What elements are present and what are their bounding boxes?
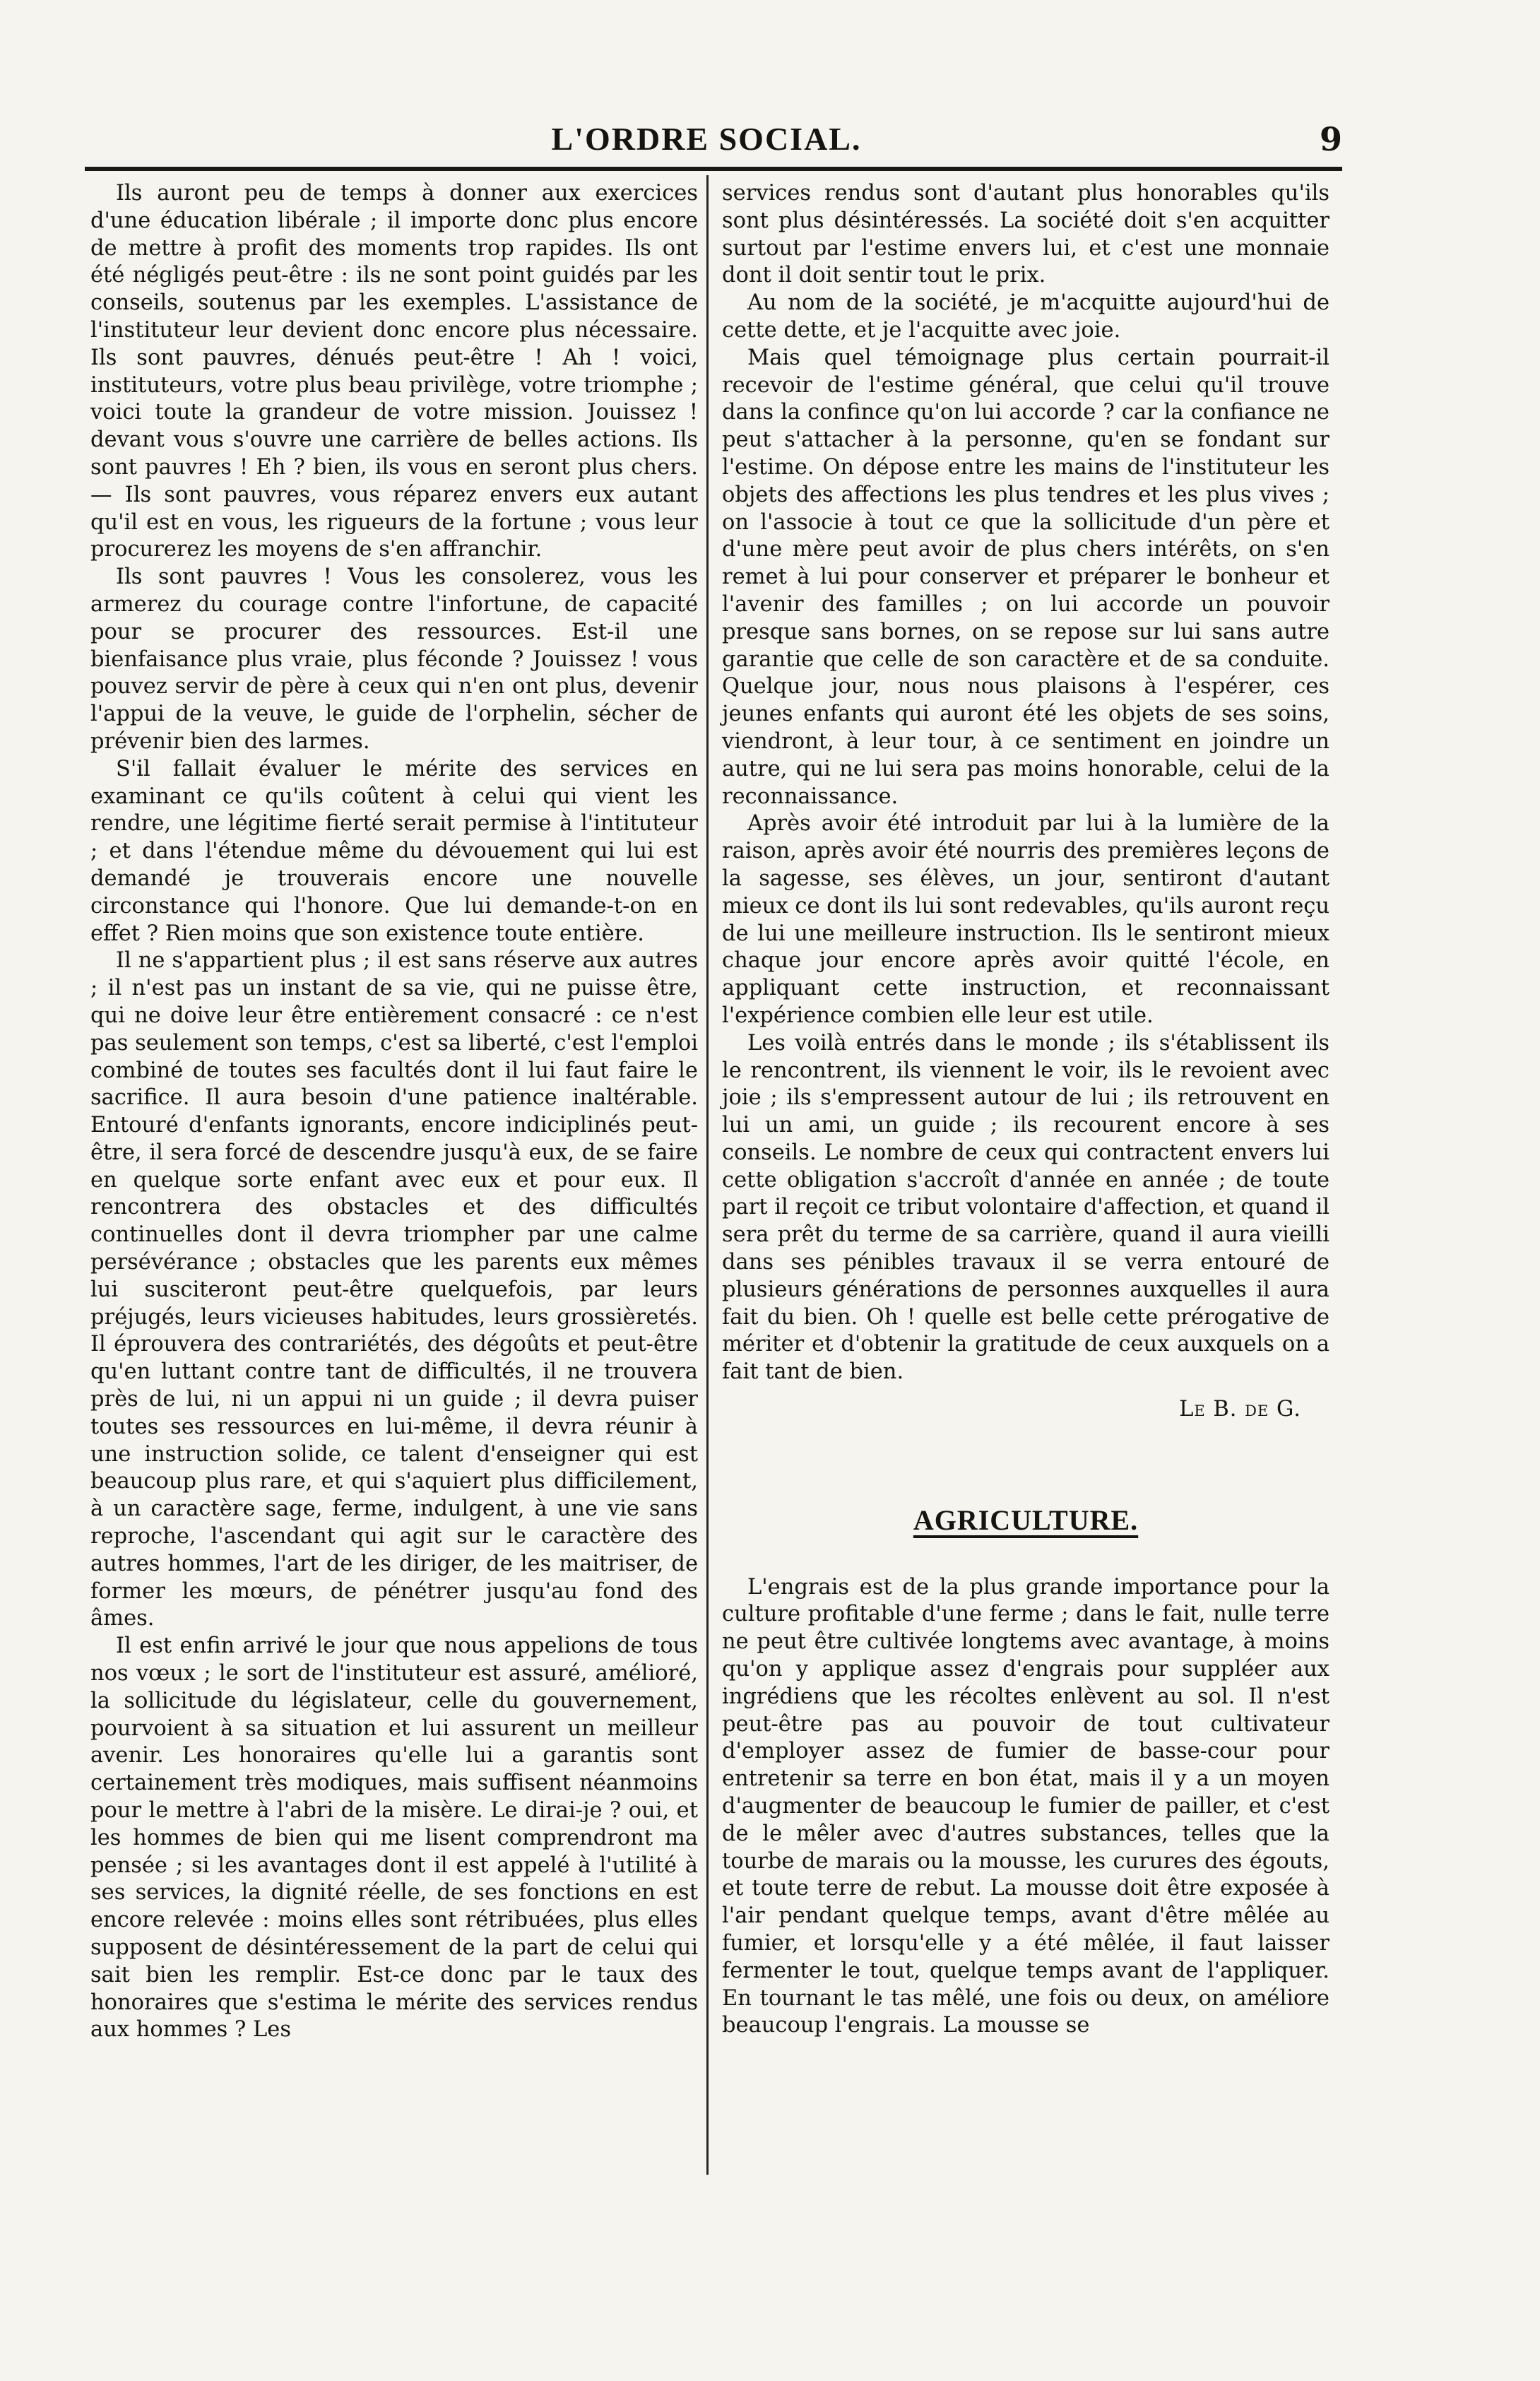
paragraph: Ils sont pauvres ! Vous les consolerez, vous les armerez du courage contre l'infortune, de capacité pour se procurer des ressources. Est-il une bienfaisance plus vraie, plus féconde ? Jouissez ! vous pouvez servir de père à ceux qui n'en ont plus, devenir l'appui de la veuve, le guide de l'orphelin, sécher de prévenir bien des larmes. bbox=[90, 565, 698, 754]
paragraph: Après avoir été introduit par lui à la lumière de la raison, après avoir été nourris des premières leçons de la sagesse, ses élèves, un jour, sentiront d'autant mieux ce dont ils lui sont redevables, qu'ils auront reçu de lui une meilleure instruction. Ils le sentiront mieux chaque jour encore après avoir quitté l'école, en appliquant cette instruction, et reconnaissant l'expérience combien elle leur est utile. bbox=[722, 811, 1329, 1028]
page-number: 9 bbox=[1319, 120, 1342, 158]
paragraph: Mais quel témoignage plus certain pourrait-il recevoir de l'estime général, que celui qu'il trouve dans la confince qu'on lui accorde ? car la confiance ne peut s'attacher à la personne, qu'en se fondant sur l'estime. On dépose entre les mains de l'instituteur les objets des affections les plus tendres et les plus vives ; on l'associe à tout ce que la sollicitude d'un père et d'une mère peut avoir de plus chers intérêts, on s'en remet à lui pour conserver et préparer le bonheur et l'avenir des familles ; on lui accorde un pouvoir presque sans bornes, on se repose sur lui sans autre garantie que celle de son caractère et de sa conduite. Quelque jour, nous nous plaisons à l'espérer, ces jeunes enfants qui auront été les objets de ses soins, viendront, à leur tour, à ce sentiment en joindre un autre, qui ne lui sera pas moins honorable, celui de la reconnaissance. bbox=[722, 345, 1329, 809]
right-column bbox=[722, 180, 1329, 2040]
left-column bbox=[90, 180, 698, 2044]
running-title: L'ORDRE SOCIAL. bbox=[551, 121, 862, 157]
paragraph: S'il fallait évaluer le mérite des services en examinant ce qu'ils coûtent à celui qui vient les rendre, une légitime fierté serait permise à l'intituteur ; et dans l'étendue même du dévouement qui lui est demandé je trouverais encore une nouvelle circonstance qui l'honore. Que lui demande-t-on en effet ? Rien moins que son existence toute entière. bbox=[90, 756, 698, 946]
paragraph: Ils auront peu de temps à donner aux exercices d'une éducation libérale ; il importe donc plus encore de mettre à profit des moments trop rapides. Ils ont été négligés peut-être : ils ne sont point guidés par les conseils, soutenus par les exemples. L'assistance de l'instituteur leur devient donc encore plus nécessaire. Ils sont pauvres, dénués peut-être ! Ah ! voici, instituteurs, votre plus beau privilège, votre triomphe ; voici toute la grandeur de votre mission. Jouissez ! devant vous s'ouvre une carrière de belles actions. Ils sont pauvres ! Eh ? bien, ils vous en seront plus chers. — Ils sont pauvres, vous réparez envers eux autant qu'il est en vous, les rigueurs de la fortune ; vous leur procurerez les moyens de s'en affranchir. bbox=[90, 181, 698, 562]
page-header bbox=[85, 120, 1342, 163]
header-rule bbox=[85, 167, 1342, 171]
paragraph: Il est enfin arrivé le jour que nous appelions de tous nos vœux ; le sort de l'instituteur est assuré, amélioré, la sollicitude du législateur, celle du gouvernement, pourvoient à sa situation et lui assurent un meilleur avenir. Les honoraires qu'elle lui a garantis sont certainement très modiques, mais suffisent néanmoins pour le mettre à l'abri de la misère. Le dirai-je ? oui, et les hommes de bien qui me lisent comprendront ma pensée ; si les avantages dont il est appelé à l'utilité à ses services, la dignité réelle, de ses fonctions en est encore relevée : moins elles sont rétribuées, plus elles supposent de désintéressement de la part de celui qui sait bien les remplir. Est-ce donc par le taux des honoraires que s'estima le mérite des services rendus aux hommes ? Les bbox=[90, 1633, 698, 2043]
paragraph: services rendus sont d'autant plus honorables qu'ils sont plus désintéressés. La société doit s'en acquitter surtout par l'estime envers lui, et c'est une monnaie dont il doit sentir tout le prix. bbox=[722, 181, 1329, 288]
paragraph: Il ne s'appartient plus ; il est sans réserve aux autres ; il n'est pas un instant de sa vie, qui ne puisse être, qui ne doive leur être entièrement consacré : ce n'est pas seulement son temps, c'est sa liberté, c'est l'emploi combiné de toutes ses facultés dont il lui faut faire le sacrifice. Il aura besoin d'une patience inaltérable. Entouré d'enfants ignorants, encore indiciplinés peut-être, il sera forcé de descendre jusqu'à eux, de se faire en quelque sorte enfant avec eux et pour eux. Il rencontrera des obstacles et des difficultés continuelles dont il devra triompher par une calme persévérance ; obstacles que les parents eux mêmes lui susciteront peut-être quelquefois, par leurs préjugés, leurs vicieuses habitudes, leurs grossièretés. Il éprouvera des contrariétés, des dégoûts et peut-être qu'en luttant contre tant de difficultés, il ne trouvera près de lui, ni un appui ni un guide ; il devra puiser toutes ses ressources en lui-même, il devra réunir à une instruction solide, ce talent d'enseigner qui est beaucoup plus rare, et qui s'aquiert plus difficilement, à un caractère sage, ferme, indulgent, à une vie sans reproche, l'ascendant qui agit sur le caractère des autres hommes, l'art de les diriger, de les maitriser, de former les mœurs, de pénétrer jusqu'au fond des âmes. bbox=[90, 948, 698, 1631]
column-divider bbox=[706, 175, 709, 2175]
paragraph: Au nom de la société, je m'acquitte aujourd'hui de cette dette, et je l'acquitte avec joie. bbox=[722, 290, 1329, 343]
section-heading: AGRICULTURE. bbox=[913, 1503, 1139, 1536]
author-signature: Le B. de G. bbox=[1179, 1397, 1301, 1422]
paragraph: Les voilà entrés dans le monde ; ils s'établissent ils le rencontrent, ils viennent le voir, ils le revoient avec joie ; ils s'empressent autour de lui ; ils retrouvent en lui un ami, un guide ; ils recourent encore à ses conseils. Le nombre de ceux qui contractent envers lui cette obligation s'accroît d'année en année ; de toute part il reçoit ce tribut volontaire d'affection, et quand il sera prêt du terme de sa carrière, quand il aura vieilli dans ses pénibles travaux il se verra entouré de plusieurs générations de personnes auxquelles il aura fait du bien. Oh ! quelle est belle cette prérogative de mériter et d'obtenir la gratitude de ceux auxquels on a fait tant de bien. bbox=[722, 1030, 1329, 1385]
paragraph: L'engrais est de la plus grande importance pour la culture profitable d'une ferme ; dans le fait, nulle terre ne peut être cultivée longtems avec avantage, à moins qu'on y applique assez d'engrais pour suppléer aux ingrédiens que les récoltes enlèvent au sol. Il n'est peut-être pas au pouvoir de tout cultivateur d'employer assez de fumier de basse-cour pour entretenir sa terre en bon état, mais il y a un moyen d'augmenter de beaucoup le fumier de pailler, et c'est de le mêler avec d'autres substances, telles que la tourbe de marais ou la mousse, les curures des égouts, et toute terre de rebut. La mousse doit être exposée à l'air pendant quelque temps, avant d'être mêlée au fumier, et lorsqu'elle y a été mêlée, il faut laisser fermenter le tout, quelque temps avant de l'appliquer. En tournant le tas mêlé, une fois ou deux, on améliore beaucoup l'engrais. La mousse se bbox=[722, 1574, 1329, 2038]
